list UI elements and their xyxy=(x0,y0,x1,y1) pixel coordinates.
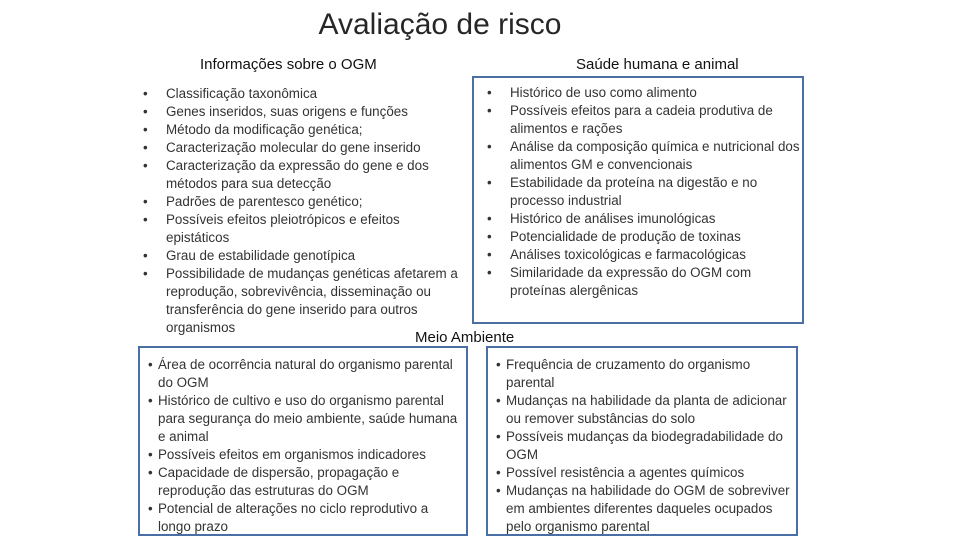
list-item-text: Caracterização molecular do gene inserido xyxy=(166,140,421,155)
list-item xyxy=(484,228,800,246)
health-heading: Saúde humana e animal xyxy=(576,56,739,73)
list-item xyxy=(148,392,463,446)
bullet-icon: • xyxy=(148,501,153,516)
bullet-icon: • xyxy=(148,393,153,408)
list-item-text: Histórico de análises imunológicas xyxy=(510,211,716,226)
list-item-text: Possibilidade de mudanças genéticas afetarem a reprodução, sobrevivência, disseminação ou transferência do gene inserido para outros organismos xyxy=(166,266,458,335)
list-item-text: Mudanças na habilidade do OGM de sobreviver em ambientes diferentes daqueles ocupados pelo organismo parental xyxy=(506,483,790,534)
environment-right-list xyxy=(496,356,796,536)
list-item xyxy=(140,247,462,265)
list-item xyxy=(484,138,800,174)
environment-left-list xyxy=(148,356,463,536)
list-item xyxy=(484,246,800,264)
list-item xyxy=(484,264,800,300)
list-item-text: Potencialidade de produção de toxinas xyxy=(510,229,741,244)
bullet-icon: • xyxy=(496,393,501,408)
list-item-text: Classificação taxonômica xyxy=(166,86,318,101)
list-item-text: Grau de estabilidade genotípica xyxy=(166,248,356,263)
list-item xyxy=(148,500,463,536)
list-item-text: Análises toxicológicas e farmacológicas xyxy=(510,247,746,262)
bullet-icon: • xyxy=(148,447,153,462)
bullet-icon: • xyxy=(148,465,153,480)
list-item-text: Caracterização da expressão do gene e dos métodos para sua detecção xyxy=(166,158,429,191)
list-item xyxy=(140,211,462,247)
list-item xyxy=(140,193,462,211)
bullet-icon: • xyxy=(496,483,501,498)
list-item xyxy=(484,84,800,102)
list-item-text: Possíveis mudanças da biodegradabilidade do OGM xyxy=(506,429,783,462)
bullet-icon: • xyxy=(148,357,153,372)
list-item-text: Possíveis efeitos para a cadeia produtiva de alimentos e rações xyxy=(510,103,773,136)
list-item-text: Método da modificação genética; xyxy=(166,122,363,137)
list-item-text: Potencial de alterações no ciclo reprodutivo a longo prazo xyxy=(158,501,429,534)
list-item xyxy=(148,356,463,392)
page-title: Avaliação de risco xyxy=(318,8,562,41)
ogm-info-box xyxy=(138,77,468,335)
health-list xyxy=(484,84,800,300)
list-item xyxy=(140,85,462,103)
list-item xyxy=(496,356,796,392)
list-item-text: Análise da composição química e nutricional dos alimentos GM e convencionais xyxy=(510,139,800,172)
list-item-text: Genes inseridos, suas origens e funções xyxy=(166,104,408,119)
environment-heading: Meio Ambiente xyxy=(415,329,515,346)
list-item xyxy=(484,102,800,138)
list-item-text: Possíveis efeitos pleiotrópicos e efeitos epistáticos xyxy=(166,212,400,245)
list-item xyxy=(148,446,463,464)
list-item xyxy=(140,121,462,139)
list-item-text: Possível resistência a agentes químicos xyxy=(506,465,745,480)
list-item-text: Capacidade de dispersão, propagação e reprodução das estruturas do OGM xyxy=(158,465,400,498)
environment-right-box xyxy=(486,346,798,536)
list-item xyxy=(148,464,463,500)
list-item xyxy=(496,482,796,536)
list-item-text: Estabilidade da proteína na digestão e no processo industrial xyxy=(510,175,758,208)
list-item xyxy=(496,428,796,464)
bullet-icon: • xyxy=(496,465,501,480)
ogm-info-list xyxy=(140,85,462,337)
list-item xyxy=(140,157,462,193)
list-item xyxy=(484,210,800,228)
list-item-text: Frequência de cruzamento do organismo parental xyxy=(506,357,751,390)
list-item-text: Padrões de parentesco genético; xyxy=(166,194,363,209)
list-item-text: Similaridade da expressão do OGM com proteínas alergênicas xyxy=(510,265,752,298)
list-item-text: Área de ocorrência natural do organismo parental do OGM xyxy=(158,357,453,390)
bullet-icon: • xyxy=(496,357,501,372)
list-item xyxy=(496,464,796,482)
list-item xyxy=(140,103,462,121)
list-item xyxy=(496,392,796,428)
list-item-text: Histórico de uso como alimento xyxy=(510,85,697,100)
list-item-text: Possíveis efeitos em organismos indicadores xyxy=(158,447,426,462)
list-item xyxy=(140,139,462,157)
list-item xyxy=(140,265,462,337)
bullet-icon: • xyxy=(496,429,501,444)
list-item-text: Histórico de cultivo e uso do organismo parental para segurança do meio ambiente, saúde humana e animal xyxy=(158,393,458,444)
list-item-text: Mudanças na habilidade da planta de adicionar ou remover substâncias do solo xyxy=(506,393,787,426)
environment-left-box xyxy=(138,346,468,536)
ogm-info-heading: Informações sobre o OGM xyxy=(200,56,377,73)
list-item xyxy=(484,174,800,210)
health-box xyxy=(472,76,804,324)
